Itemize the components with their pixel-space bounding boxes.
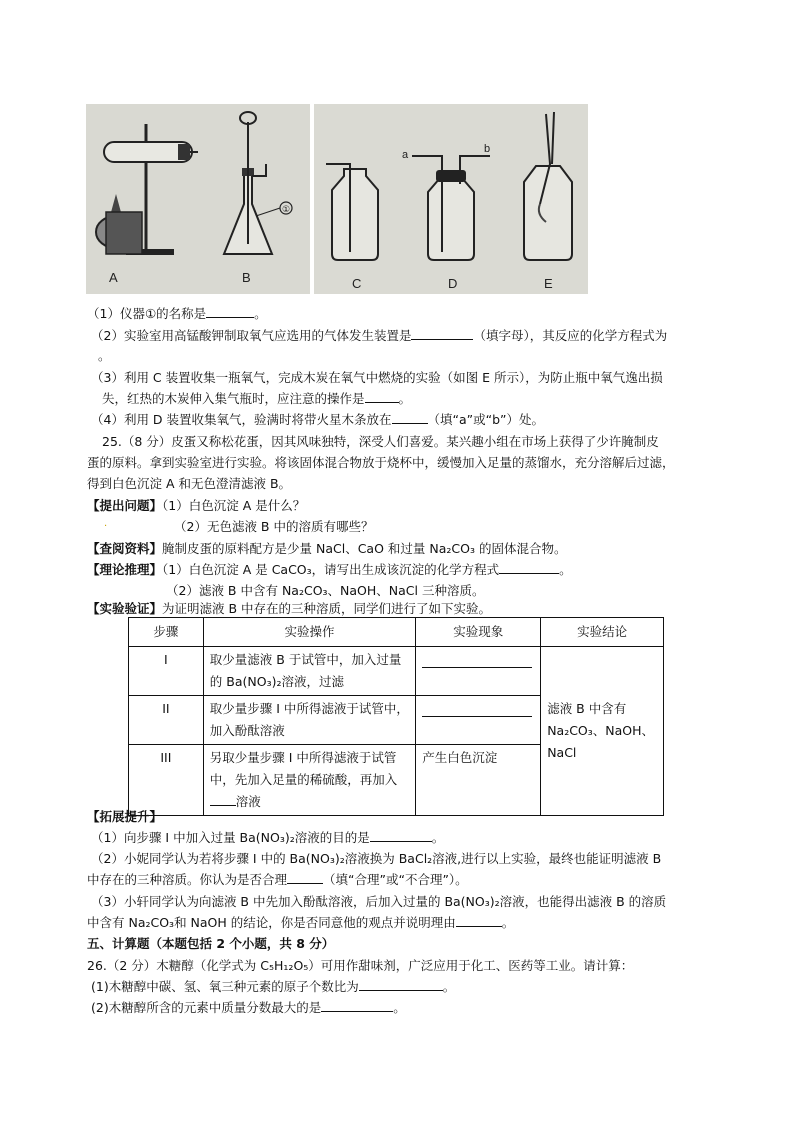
q25-ask-2: （2）无色滤液 B 中的溶质有哪些？ [174,519,374,534]
apparatus-figure-cde [314,104,588,294]
section-tag-reference: 【查阅资料】 [87,541,163,556]
q25-verify [87,600,491,618]
step-cell: I [129,647,204,696]
operation-text-b: 溶液 [235,794,261,809]
figure-label-b: B [242,270,251,285]
operation-cell: 取少量滤液 B 于试管中，加入过量的 Ba(NO₃)₂溶液，过滤 [203,647,415,696]
q25-theory1-text: （1）白色沉淀 A 是 CaCO₃，请写出生成该沉淀的化学方程式 [162,562,500,577]
operation-cell: 取少量步骤 I 中所得滤液于试管中，加入酚酞溶液 [203,696,415,745]
section-tag-theory: 【理论推理】 [87,562,163,577]
figure-label-e: E [544,276,553,291]
answer-blank[interactable] [287,871,323,884]
table-row [129,647,664,696]
answer-blank[interactable] [210,793,236,806]
answer-blank[interactable] [411,327,473,340]
observation-cell [416,647,541,696]
q25-ext2-text-b: 中存在的三种溶质。你认为是否合理 [87,872,288,887]
apparatus-ab-drawing [86,104,310,294]
table-header-cell: 实验结论 [541,618,664,647]
section-tag-ask: 【提出问题】 [87,498,163,513]
conclusion-cell: 滤液 B 中含有 Na₂CO₃、NaOH、NaCl [541,647,664,816]
figure-label-c: C [352,276,362,291]
section5-title: 五、计算题（本题包括 2 个小题，共 8 分） [87,936,335,951]
q25-ask1-text: （1）白色沉淀 A 是什么？ [162,498,306,513]
table-header-cell: 实验操作 [203,618,415,647]
section-tag-verify: 【实验验证】 [87,601,163,616]
q24-part3-line1: （3）利用 C 装置收集一瓶氧气，完成木炭在氧气中燃烧的实验（如图 E 所示），为防止瓶中氧气逸出损 [91,370,663,385]
q24-part2-text-b: （填字母），其反应的化学方程式为 [473,328,668,343]
q25-ext-1 [91,829,444,847]
q24-part1-text: （1）仪器①的名称是 [87,306,207,321]
q24-part4-text-a: （4）利用 D 装置收集氧气，验满时将带火星木条放在 [91,412,392,427]
answer-blank[interactable] [206,305,254,318]
step-cell: II [129,696,204,745]
answer-blank[interactable] [422,702,532,717]
q26-part1-end: 。 [442,979,456,994]
experiment-table [128,617,664,816]
q24-part2-text-a: （2）实验室用高锰酸钾制取氧气应选用的气体发生装置是 [91,328,412,343]
q25-ext-2-line2 [87,871,468,889]
table-header-cell: 实验现象 [416,618,541,647]
q25-ext1-end: 。 [431,830,445,845]
observation-cell [416,696,541,745]
section-tag-extension: 【拓展提升】 [87,809,163,824]
figure-label-a: A [109,270,118,285]
q25-ext-2-line1: （2）小妮同学认为若将步骤 I 中的 Ba(NO₃)₂溶液换为 BaCl₂溶液,进行以上实验，最终也能证明滤液 B [91,851,662,866]
q24-part2-end: 。 [98,348,111,363]
answer-blank[interactable] [321,999,393,1012]
q25-theory1-end: 。 [559,562,572,577]
table-header-cell: 步骤 [129,618,204,647]
apparatus-cde-drawing [314,104,588,294]
q24-part1 [87,305,267,323]
answer-blank[interactable] [392,411,428,424]
q26-part1-text: (1)木糖醇中碳、氢、氧三种元素的原子个数比为 [91,979,359,994]
q25-verify-text: 为证明滤液 B 中存在的三种溶质，同学们进行了如下实验。 [162,601,492,616]
answer-blank[interactable] [499,561,559,574]
answer-blank[interactable] [370,829,432,842]
operation-cell [203,745,415,816]
q25-intro-line1: 25.（8 分）皮蛋又称松花蛋，因其风味独特，深受人们喜爱。某兴趣小组在市场上获得了少许腌制皮 [102,434,659,449]
q25-theory-1 [87,561,572,579]
q25-reference-text: 腌制皮蛋的原料配方是少量 NaCl、CaO 和过量 Na₂CO₃ 的固体混合物。 [162,541,567,556]
d-end-b: b [484,143,491,155]
q24-part4-text-b: （填“a”或“b”）处。 [427,412,545,427]
q26-part2 [91,999,406,1017]
q25-ext3-text-b: 中含有 Na₂CO₃和 NaOH 的结论，你是否同意他的观点并说明理由 [87,915,456,930]
marker-circle-one: ① [282,205,291,215]
stray-dot: · [104,521,108,532]
q24-part1-end: 。 [254,306,267,321]
q25-ext3-end: 。 [501,915,515,930]
q25-ext-3-line1: （3）小轩同学认为向滤液 B 中先加入酚酞溶液，后加入过量的 Ba(NO₃)₂溶液，也能得出滤液 B 的溶质 [91,894,667,909]
answer-blank[interactable] [456,914,502,927]
answer-blank[interactable] [422,653,532,668]
q24-part2 [91,327,667,345]
q24-part4 [91,411,544,429]
q25-reference [87,540,566,558]
operation-text-a: 另取少量步骤 I 中所得滤液于试管中，先加入足量的稀硫酸，再加入 [209,750,398,787]
q25-ext1-text: （1）向步骤 I 中加入过量 Ba(NO₃)₂溶液的目的是 [91,830,370,845]
q24-part3-line2 [102,390,411,408]
q24-part3-end: 。 [398,391,412,406]
step-cell: III [129,745,204,816]
observation-cell: 产生白色沉淀 [416,745,541,816]
q25-ask-1 [87,497,305,515]
q25-intro-line2: 蛋的原料。拿到实验室进行实验。将该固体混合物放于烧杯中，缓慢加入足量的蒸馏水，充分溶解后过滤， [87,455,675,470]
q25-ext2-text-c: （填“合理”或“不合理”）。 [323,872,468,887]
q26-part1 [91,978,455,996]
q26-intro: 26.（2 分）木糖醇（化学式为 C₅H₁₂O₅）可用作甜味剂，广泛应用于化工、医药等工业。请计算： [87,958,634,973]
q26-part2-text: (2)木糖醇所含的元素中质量分数最大的是 [91,1000,322,1015]
q25-intro-line3: 得到白色沉淀 A 和无色澄清滤液 B。 [87,476,292,491]
q25-theory-2: （2）滤液 B 中含有 Na₂CO₃、NaOH、NaCl 三种溶质。 [166,583,485,598]
q26-part2-end: 。 [393,1000,406,1015]
answer-blank[interactable] [359,978,443,991]
table-header-row [129,618,664,647]
figure-label-d: D [448,276,458,291]
answer-blank[interactable] [365,390,399,403]
apparatus-figure-ab [86,104,310,294]
q25-ext-3-line2 [87,914,514,932]
q24-part3-text-b: 失，红热的木炭伸入集气瓶时，应注意的操作是 [102,391,365,406]
d-end-a: a [402,149,409,161]
